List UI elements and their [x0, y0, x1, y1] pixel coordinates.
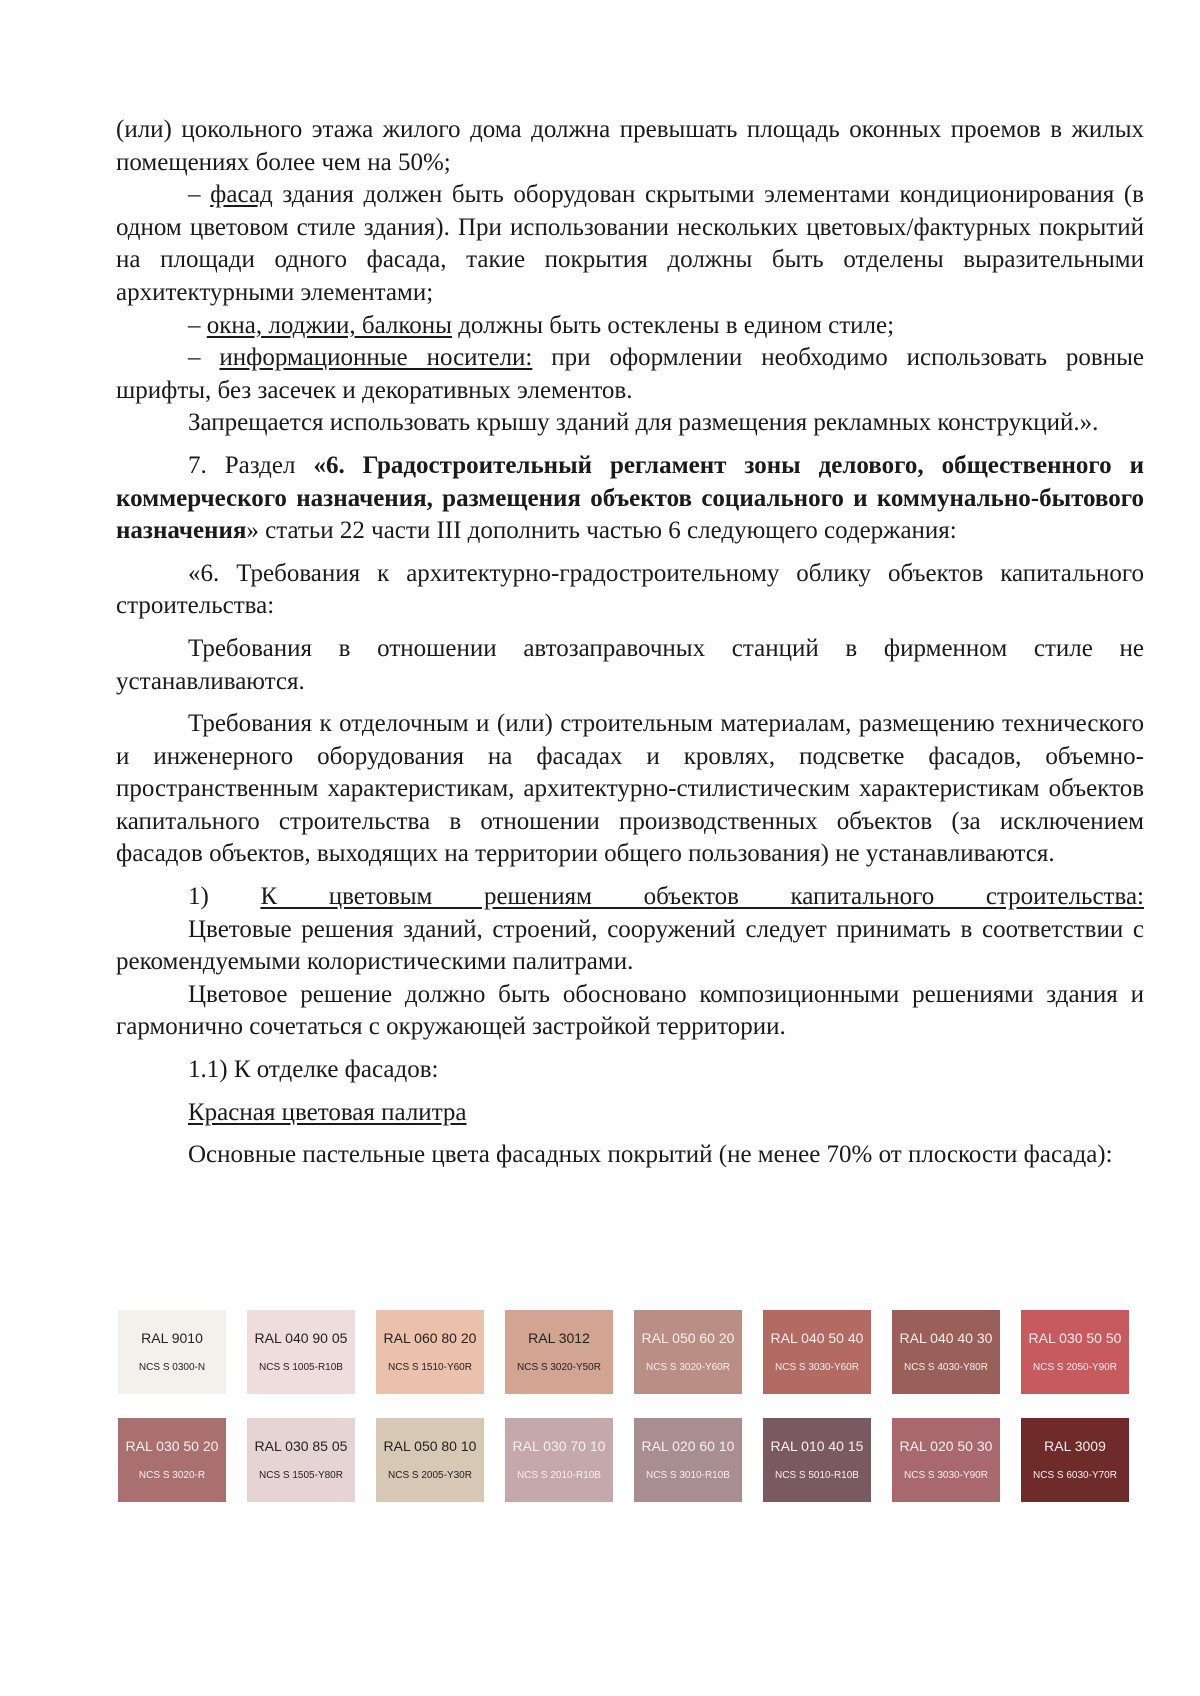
- ncs-code: NCS S 3020-Y60R: [646, 1362, 730, 1373]
- ncs-code: NCS S 1005-R10B: [259, 1362, 343, 1373]
- ncs-code: NCS S 4030-Y80R: [904, 1362, 988, 1373]
- ral-code: RAL 020 50 30: [899, 1438, 993, 1454]
- paragraph-color-composition: Цветовое решение должно быть обосновано композиционными решениями здания и гармонично сочетаться с окружающей застройкой территории.: [116, 980, 1144, 1041]
- ncs-code: NCS S 0300-N: [138, 1362, 206, 1373]
- paragraph-prohibition: Запрещается использовать крышу зданий для размещения рекламных конструкций.».: [188, 409, 1099, 437]
- paragraph-facade-text: здания должен быть оборудован скрытыми элементами кондиционирования (в одном цветовом стиле здания). При использовании нескольких цветовых/фактурных покрытий на площади одного фасада, такие покрытия должны быть отделены выразительными архитектурными элементами;: [116, 181, 1144, 306]
- ncs-code: NCS S 3030-Y60R: [775, 1362, 859, 1373]
- paragraph-pastel-colors: Основные пастельные цвета фасадных покрытий (не менее 70% от плоскости фасада):: [188, 1141, 1113, 1169]
- ral-code: RAL 030 50 20: [125, 1438, 219, 1454]
- section-7-title: «6. Градостроительный регламент зоны делового, общественного и коммерческого назначения, размещения объектов социального и коммунально-бытового назначения: [116, 451, 1145, 545]
- ncs-code: NCS S 2050-Y90R: [1033, 1362, 1117, 1373]
- paragraph-windows: [116, 310, 1144, 343]
- palette-row-1: [118, 1310, 1138, 1394]
- ral-code: RAL 030 85 05: [254, 1438, 348, 1454]
- ncs-code: NCS S 2010-R10B: [517, 1470, 601, 1481]
- color-palette: [118, 1310, 1138, 1502]
- color-swatch: [763, 1310, 871, 1394]
- color-swatch: [376, 1418, 484, 1502]
- color-swatch: [1021, 1418, 1129, 1502]
- color-swatch: [376, 1310, 484, 1394]
- section-7-text: » статьи 22 части III дополнить частью 6 следующего содержания:: [246, 517, 957, 545]
- palette-title-text: Красная цветовая палитра: [188, 1098, 467, 1126]
- palette-row-2: [118, 1418, 1138, 1502]
- ncs-code: NCS S 6030-Y70R: [1033, 1470, 1117, 1481]
- ral-code: RAL 9010: [141, 1330, 203, 1346]
- paragraph-facade-finish: 1.1) К отделке фасадов:: [188, 1056, 439, 1084]
- ral-code: RAL 060 80 20: [383, 1330, 477, 1346]
- ral-code: RAL 3009: [1044, 1438, 1106, 1454]
- dash: –: [188, 181, 211, 209]
- paragraph-info-carriers-text: при оформлении необходимо использовать ровные шрифты, без засечек и декоративных элементов.: [116, 344, 1145, 404]
- ral-code: RAL 020 60 10: [641, 1438, 735, 1454]
- paragraph-requirements-heading: «6. Требования к архитектурно-градостроительному облику объектов капитального строительства:: [116, 559, 1144, 620]
- ral-code: RAL 030 70 10: [512, 1438, 606, 1454]
- ncs-code: NCS S 3030-Y90R: [904, 1470, 988, 1481]
- color-swatch: [634, 1310, 742, 1394]
- ncs-code: NCS S 5010-R10B: [775, 1470, 859, 1481]
- ncs-code: NCS S 1510-Y60R: [388, 1362, 472, 1373]
- ral-code: RAL 040 40 30: [899, 1330, 993, 1346]
- ral-code: RAL 050 60 20: [641, 1330, 735, 1346]
- ncs-code: NCS S 3010-R10B: [646, 1470, 730, 1481]
- color-swatch: [892, 1310, 1000, 1394]
- paragraph-facade: [116, 179, 1144, 309]
- paragraph-info-carriers: [116, 342, 1144, 407]
- ncs-code: NCS S 2005-Y30R: [388, 1470, 472, 1481]
- color-solutions-title: К цветовым решениям объектов капитального строительства:: [260, 883, 1144, 911]
- paragraph-industrial: Требования к отделочным и (или) строительным материалам, размещению технического и инженерного оборудования на фасадах и кровлях, подсветке фасадов, объемно-пространственным характеристикам, архитектурно-стилистическим характеристикам объектов капитального строительства в отношении производственных объектов (за исключением фасадов объектов, выходящих на территории общего пользования) не устанавливаются.: [116, 710, 1144, 868]
- ral-code: RAL 010 40 15: [770, 1438, 864, 1454]
- paragraph-gas-stations: Требования в отношении автозаправочных станций в фирменном стиле не устанавливаются.: [116, 634, 1144, 695]
- term-facade: фасад: [210, 181, 273, 209]
- ncs-code: NCS S 3020-R: [138, 1470, 206, 1481]
- color-swatch: [505, 1418, 613, 1502]
- palette-title: [116, 1097, 1144, 1130]
- color-swatch: [892, 1418, 1000, 1502]
- paragraph-section-7: [116, 450, 1144, 548]
- ral-code: RAL 050 80 10: [383, 1438, 477, 1454]
- color-swatch: [1021, 1310, 1129, 1394]
- color-swatch: [634, 1418, 742, 1502]
- color-swatch: [505, 1310, 613, 1394]
- ncs-code: NCS S 1505-Y80R: [259, 1470, 343, 1481]
- ral-code: RAL 030 50 50: [1028, 1330, 1122, 1346]
- item-number: 1): [188, 883, 261, 911]
- ral-code: RAL 040 50 40: [770, 1330, 864, 1346]
- paragraph-color-solutions: Цветовые решения зданий, строений, сооружений следует принимать в соответствии с рекомендуемыми колористическими палитрами.: [116, 915, 1144, 976]
- term-info-carriers: информационные носители:: [219, 344, 533, 372]
- document-body: [116, 114, 1144, 1172]
- ncs-code: NCS S 3020-Y50R: [517, 1362, 601, 1373]
- paragraph-windows-text: должны быть остеклены в едином стиле;: [451, 311, 895, 339]
- paragraph-1: (или) цокольного этажа жилого дома должна превышать площадь оконных проемов в жилых помещениях более чем на 50%;: [116, 116, 1144, 176]
- ral-code: RAL 3012: [528, 1330, 590, 1346]
- section-7-prefix: 7. Раздел: [188, 451, 314, 479]
- color-swatch: [118, 1310, 226, 1394]
- term-windows: окна, лоджии, балконы: [206, 311, 452, 339]
- color-swatch: [247, 1418, 355, 1502]
- paragraph-color-solutions-heading: [116, 881, 1144, 914]
- dash: –: [188, 311, 207, 339]
- ral-code: RAL 040 90 05: [254, 1330, 348, 1346]
- color-swatch: [247, 1310, 355, 1394]
- dash: –: [188, 344, 220, 372]
- color-swatch: [763, 1418, 871, 1502]
- color-swatch: [118, 1418, 226, 1502]
